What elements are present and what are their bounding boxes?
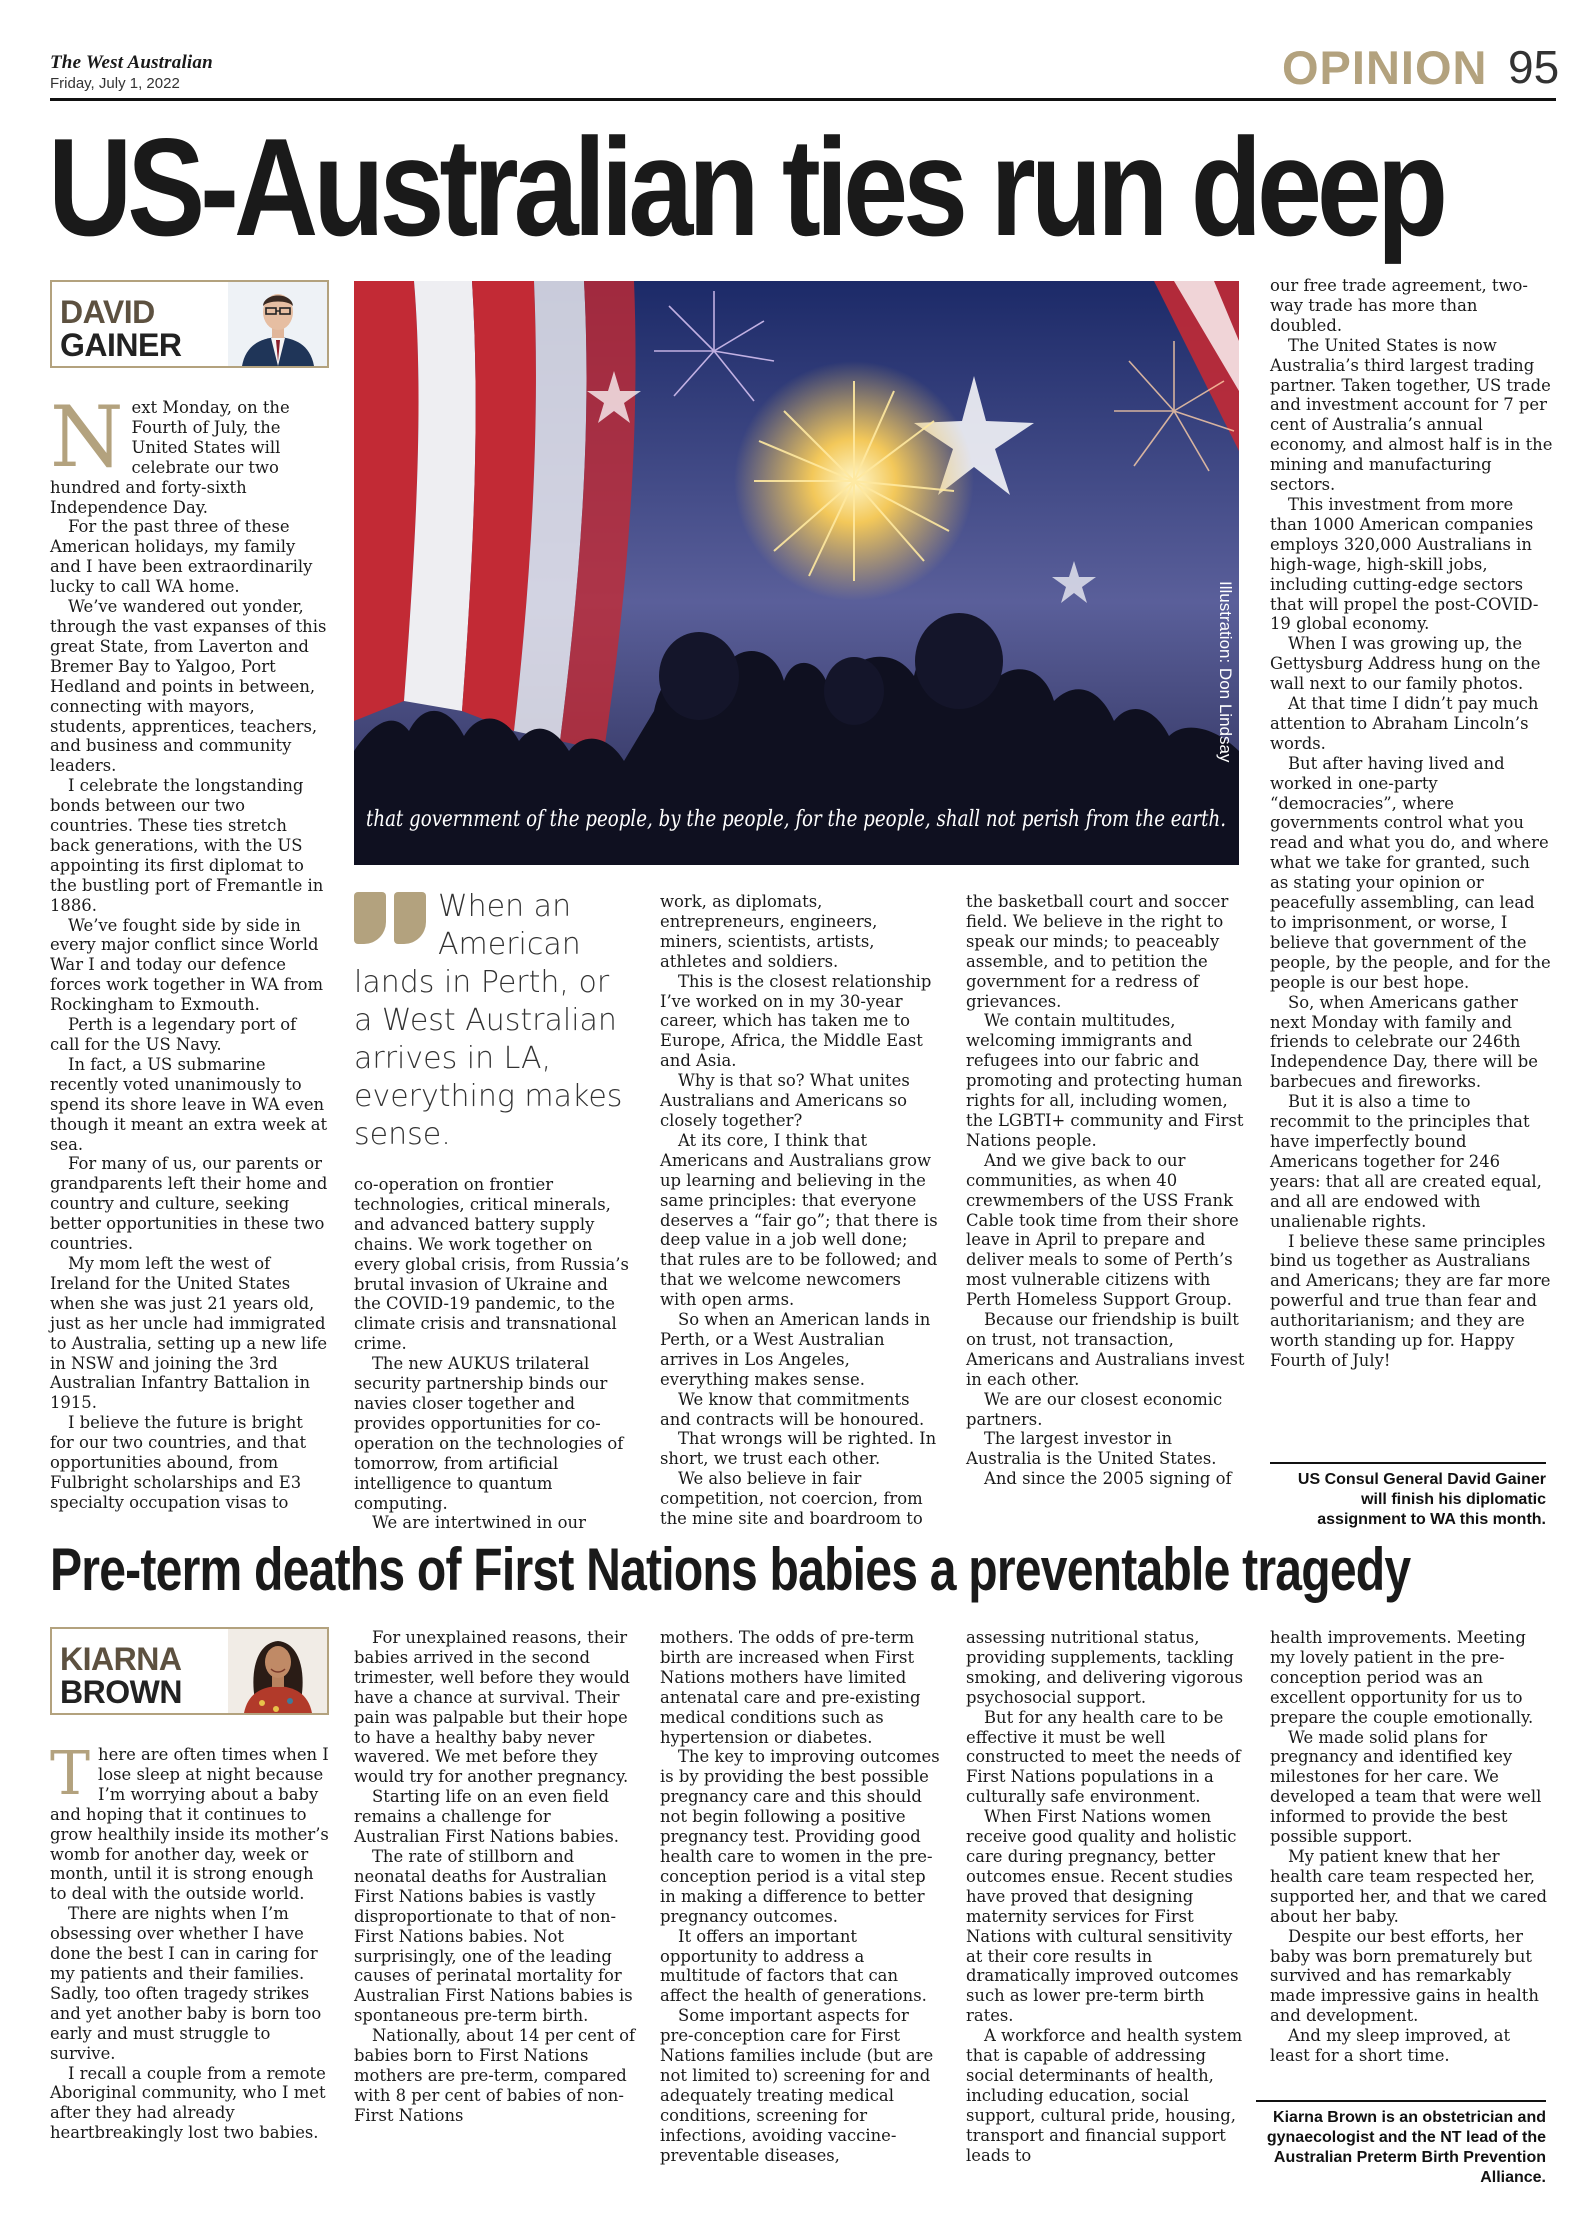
author-photo [228, 282, 327, 366]
article1-column-2 [354, 1175, 636, 1533]
author-first-name: DAVID [60, 294, 155, 330]
drop-cap: N [50, 388, 124, 486]
article2-lead-text: here are often times when I lose sleep at night because I’m worrying about a baby and hoping that it continues to grow healthily inside its mother’s womb for another day, week or month, until it is strong enough to deal with the outside world. [50, 1745, 329, 1904]
article1-paragraph: And we give back to our communities, as when 40 crewmembers of the USS Frank Cable took time from their shore leave in April to prepare and deliver meals to some of Perth’s most vulnerable citizens with Perth Homeless Support Group. [966, 1150, 1239, 1310]
masthead: The West Australian [50, 52, 213, 73]
article1-paragraph: For many of us, our parents or grandparents left their home and country and culture, seeking better opportunities in these two countries. [50, 1154, 328, 1254]
article1-paragraph: Perth is a legendary port of call for the US Navy. [50, 1015, 297, 1054]
article1-headline: US-Australian ties run deep [48, 110, 1444, 265]
article1-paragraph: When I was growing up, the Gettysburg Address hung on the wall next to our family photos. [1270, 634, 1541, 694]
article1-paragraph: We’ve wandered out yonder, through the vast expanses of this great State, from Laverton and Bremer Bay to Yalgoo, Port Hedland and points in between, connecting with mayors, students, apprentices, teachers, and business and community leaders. [50, 597, 327, 776]
article1-paragraph: So when an American lands in Perth, or a West Australian arrives in Los Angeles, everything makes sense. [660, 1310, 931, 1389]
article2-paragraph: health improvements. Meeting my lovely patient in the pre-conception period was an excellent opportunity for us to prepare the couple emotionally. [1270, 1628, 1534, 1727]
pull-quote [354, 888, 636, 1154]
article1-paragraph: At that time I didn’t pay much attention to Abraham Lincoln’s words. [1270, 694, 1539, 753]
article1-paragraph: My mom left the west of Ireland for the United States when she was just 21 years old, just as her uncle had immigrated to Australia, setting up a new life in NSW and joining the 3rd Australian Infantry Battalion in 1915. [50, 1253, 328, 1413]
article1-paragraph: The largest investor in Australia is the United States. [966, 1429, 1217, 1469]
article1-lead-text: ext Monday, on the Fourth of July, the United States will celebrate our two hundred and forty-sixth Independence Day. [50, 398, 290, 517]
article2-paragraph: It offers an important opportunity to address a multitude of factors that can affect the health of generations. [660, 1926, 927, 2006]
article1-paragraph: We also believe in fair competition, not coercion, from the mine site and boardroom to [660, 1469, 923, 1529]
author-last-name: BROWN [60, 1674, 182, 1710]
author-last-name: GAINER [60, 327, 182, 363]
illustration-handwritten-quote: that government of the people, by the people, for the people, shall not perish from the earth. [366, 807, 1226, 832]
article1-paragraph: We are intertwined in our [372, 1513, 586, 1533]
article1-paragraph: But it is also a time to recommit to the principles that have imperfectly bound Americans together for 246 years: that all are created equal, and all are endowed with unalienable rights. [1270, 1092, 1542, 1231]
article1-paragraph: But after having lived and worked in one-party “democracies”, where governments control what you read and what you do, and where what we take for granted, such as stating your opinion or peacefully assembling, can lead to imprisonment, or worse, I believe that government of the people, by the people, and for the people is our best hope. [1270, 753, 1551, 992]
article2-paragraph: But for any health care to be effective it must be well constructed to meet the needs of First Nations populations in a culturally safe environment. [966, 1707, 1241, 1807]
article1-column-1 [50, 388, 330, 1513]
illustration-credit: Illustration: Don Lindsay [1216, 581, 1235, 763]
article1-paragraph: co-operation on frontier technologies, critical minerals, and advanced battery supply chains. We work together on every global crisis, from Russia’s brutal invasion of Ukraine and the COVID-19 pandemic, to the climate crisis and transnational crime. [354, 1175, 629, 1354]
author-footnote: Kiarna Brown is an obstetrician and gynaecologist and the NT lead of the Australian Preterm Birth Prevention Alliance. [1256, 2100, 1546, 2188]
article2-paragraph: For unexplained reasons, their babies arrived in the second trimester, well before they would have a chance at survival. Their pain was palpable but their hope to have a healthy baby never wavered. We met before they would try for another pregnancy. [354, 1628, 630, 1787]
quote-mark-icon [354, 892, 432, 952]
author-byline-box [50, 1627, 329, 1715]
article2-paragraph: Some important aspects for pre-conception care for First Nations families include (but are not limited to) screening for and adequately treating medical conditions, screening for infections, avoiding vaccine-preventable diseases, [660, 2006, 934, 2165]
article1-paragraph: Why is that so? What unites Australians and Americans so closely together? [660, 1071, 910, 1130]
pull-quote-text: When an American lands in Perth, or a West Australian arrives in LA, everything makes sense. [354, 889, 623, 1152]
article2-column-3 [660, 1628, 942, 2165]
article2-paragraph: There are nights when I’m obsessing over whether I have done the best I can in caring for my patients and their families. Sadly, too often tragedy strikes and yet another baby is born too early and must struggle to survive. [50, 1904, 322, 2063]
article2-column-4 [966, 1628, 1248, 2165]
issue-date: Friday, July 1, 2022 [50, 75, 180, 92]
article2-paragraph: I recall a couple from a remote Aboriginal community, who I met after they had already heartbreakingly lost two babies. [50, 2063, 326, 2143]
article1-paragraph: And since the 2005 signing of [984, 1469, 1232, 1489]
article1-paragraph: I believe these same principles bind us together as Australians and Americans; they are far more powerful and true than fear and authoritarianism; and they are worth standing up for. Happy Fourth of July! [1270, 1231, 1551, 1370]
article2-paragraph: My patient knew that her health care team respected her, supported her, and that we cared about her baby. [1270, 1846, 1548, 1926]
author-footnote: US Consul General David Gainer will finish his diplomatic assignment to WA this month. [1270, 1462, 1546, 1530]
fireworks-illustration [354, 281, 1239, 865]
article1-paragraph: For the past three of these American holidays, my family and I have been extraordinarily lucky to call WA home. [50, 517, 313, 597]
article2-paragraph: And my sleep improved, at least for a short time. [1270, 2026, 1511, 2066]
article2-paragraph: Nationally, about 14 per cent of babies born to First Nations mothers are pre-term, compared with 8 per cent of babies of non-First Nations [354, 2026, 636, 2125]
article1-paragraph: I celebrate the longstanding bonds between our two countries. These ties stretch back generations, with the US appointing its first diplomat to the bustling port of Fremantle in 1886. [50, 776, 324, 915]
article1-column-4 [966, 892, 1248, 1489]
article1-paragraph: That wrongs will be righted. In short, we trust each other. [660, 1429, 937, 1469]
section-label: OPINION [1282, 41, 1488, 94]
header-rule [50, 98, 1556, 101]
article2-paragraph: We made solid plans for pregnancy and identified key milestones for her care. We developed a team that were well informed to provide the best possible support. [1270, 1727, 1542, 1847]
article2-paragraph: When First Nations women receive good quality and holistic care during pregnancy, better outcomes ensue. Recent studies have proved that designing maternity services for First Nations with cultural sensitivity at their core results in dramatically improved outcomes such as lower pre-term birth rates. [966, 1807, 1239, 2026]
article1-paragraph: This is the closest relationship I’ve worked on in my 30-year career, which has taken me to Europe, Africa, the Middle East and Asia. [660, 971, 932, 1071]
article2-paragraph: The key to improving outcomes is by providing the best possible pregnancy care and this should not begin following a positive pregnancy test. Providing good health care to women in the pre-conception period is a vital step in making a difference to better pregnancy outcomes. [660, 1747, 940, 1926]
article1-paragraph: We’ve fought side by side in every major conflict since World War I and today our defence forces work together in WA from Rockingham to Exmouth. [50, 915, 324, 1015]
article1-paragraph: I believe the future is bright for our two countries, and that opportunities abound, from Fulbright scholarships and E3 specialty occupation visas to [50, 1413, 307, 1512]
article1-paragraph: We know that commitments and contracts will be honoured. [660, 1389, 925, 1429]
article2-column-5 [1270, 1628, 1553, 2066]
article1-paragraph: work, as diplomats, entrepreneurs, engineers, miners, scientists, artists, athletes and soldiers. [660, 892, 878, 971]
author-photo [228, 1629, 327, 1713]
article2-column-1 [50, 1739, 330, 2143]
article1-paragraph: We contain multitudes, welcoming immigrants and refugees into our fabric and promoting and protecting human rights for all, including women, the LGBTI+ community and First Nations people. [966, 1011, 1244, 1150]
article2-column-2 [354, 1628, 636, 2126]
article2-headline: Pre-term deaths of First Nations babies a preventable tragedy [50, 1536, 1411, 1603]
article1-paragraph: In fact, a US submarine recently voted unanimously to spend its shore leave in WA even though it meant an extra week at sea. [50, 1054, 328, 1154]
article1-paragraph: The United States is now Australia’s third largest trading partner. Taken together, US trade and investment account for 7 per cent of Australia’s annual economy, and almost half is in the mining and manufacturing sectors. [1270, 335, 1553, 495]
article1-column-3 [660, 892, 942, 1529]
article2-paragraph: assessing nutritional status, providing supplements, tackling smoking, and delivering vigorous psychosocial support. [966, 1628, 1244, 1707]
article1-paragraph: the basketball court and soccer field. We believe in the right to speak our minds; to peaceably assemble, and to petition the government for a redress of grievances. [966, 892, 1229, 1011]
article1-paragraph: So, when Americans gather next Monday with family and friends to celebrate our 246th Independence Day, there will be barbecues and fireworks. [1270, 992, 1538, 1092]
page-number: 95 [1508, 41, 1560, 93]
article1-column-5 [1270, 276, 1553, 1371]
article1-paragraph [50, 388, 330, 517]
article2-paragraph: The rate of stillborn and neonatal deaths for Australian First Nations babies is vastly disproportionate to that of non-First Nations babies. Not surprisingly, one of the leading causes of perinatal mortality for Australian First Nations babies is spontaneous pre-term birth. [354, 1846, 633, 2026]
article2-paragraph: mothers. The odds of pre-term birth are increased when First Nations mothers have limited antenatal care and pre-existing medical conditions such as hypertension or diabetes. [660, 1628, 921, 1747]
article2-paragraph [50, 1739, 330, 1904]
article1-paragraph: Because our friendship is built on trust, not transaction, Americans and Australians invest in each other. [966, 1310, 1245, 1389]
article2-paragraph: Starting life on an even field remains a challenge for Australian First Nations babies. [354, 1787, 619, 1847]
article2-paragraph: Despite our best efforts, her baby was born prematurely but survived and has remarkably made impressive gains in health and development. [1270, 1926, 1539, 2026]
author-first-name: KIARNA [60, 1641, 182, 1677]
author-byline-box [50, 280, 329, 368]
drop-cap: T [50, 1739, 91, 1809]
article1-paragraph: our free trade agreement, two-way trade has more than doubled. [1270, 276, 1528, 335]
article1-paragraph: At its core, I think that Americans and Australians grow up learning and believing in the same principles: that everyone deserves a “fair go”; that there is deep value in a job well done; that rules are to be followed; and that we welcome newcomers with open arms. [660, 1130, 938, 1310]
article1-paragraph: This investment from more than 1000 American companies employs 320,000 Australians in high-wage, high-skill jobs, including cutting-edge sectors that will propel the post-COVID-19 global economy. [1270, 494, 1539, 634]
article1-paragraph: The new AUKUS trilateral security partnership binds our navies closer together and provides opportunities for co-operation on the technologies of tomorrow, from artificial intelligence to quantum computing. [354, 1354, 624, 1513]
article2-paragraph: A workforce and health system that is capable of addressing social determinants of health, including education, social support, cultural pride, housing, transport and financial support leads to [966, 2026, 1243, 2165]
article1-paragraph: We are our closest economic partners. [966, 1389, 1223, 1429]
